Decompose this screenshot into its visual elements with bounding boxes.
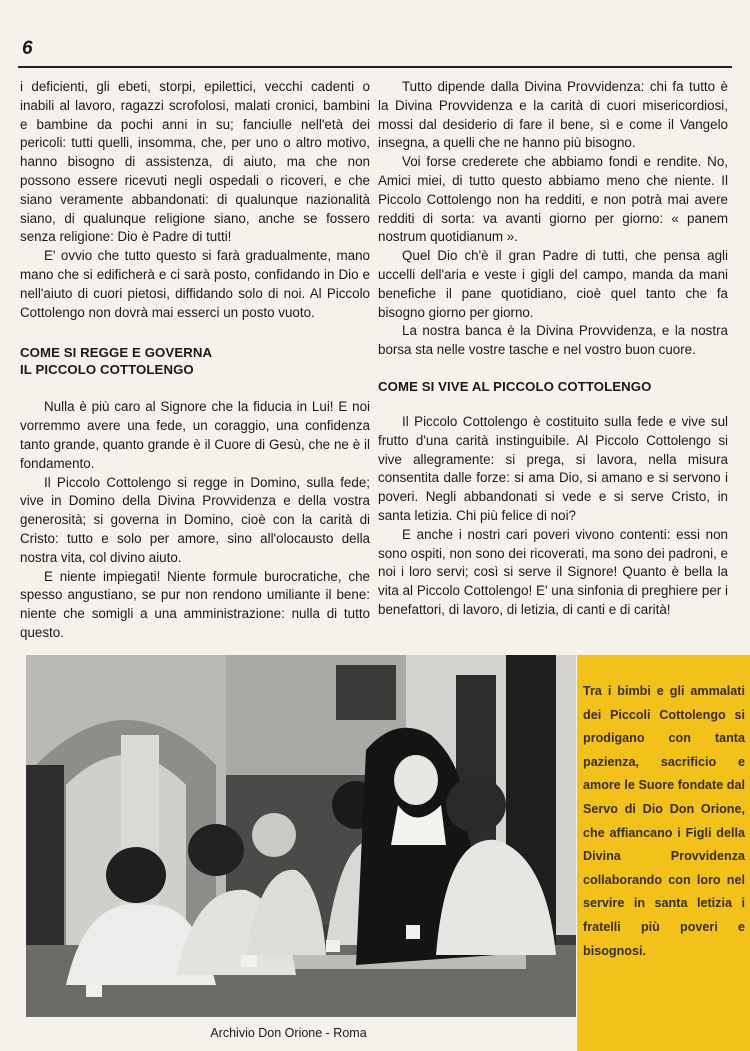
photo-nun-with-children [26, 655, 576, 1017]
paragraph: Tutto dipende dalla Divina Provvidenza: chi fa tutto è la Divina Provvidenza e la carità di cuori misericordiosi, mossi dal desiderio di fare il bene, sì e come il Vangelo insegna, a quelli che ne hanno più bisogno. [378, 79, 728, 151]
page-number: 6 [22, 38, 33, 59]
paragraph: Nulla è più caro al Signore che la fiducia in Lui! E noi vorremmo avere una fede, un coraggio, una confidenza tanto grande, quanto grande è il Cuore di Gesù, che ne è il fondamento. [20, 399, 370, 471]
section-heading-governance [20, 344, 370, 378]
archive-footer: Archivio Don Orione - Roma [210, 1026, 367, 1040]
paragraph: i deficienti, gli ebeti, storpi, epilettici, vecchi cadenti o inabili al lavoro, ragazzi scrofolosi, malati cronici, bambini e bambine da pochi anni in su; fanciulle nell'età dei pericoli: tutti quelli, insomma, che, per uno o altro motivo, hanno bisogno di assistenza, di aiuto, ma che non possono essere ricevuti negli ospedali o ricoveri, e che siano veramente abbandonati: di qualunque nazionalità siano, di qualunque religione siano, anche se fossero senza religione: Dio è Padre di tutti! [20, 79, 370, 245]
paragraph: Quel Dio ch'è il gran Padre di tutti, che pensa agli uccelli dell'aria e veste i gigli del campo, manda da mani benefiche il pane quotidiano, cioè quel tanto che fa bisogno giorno per giorno. [378, 248, 728, 320]
paragraph: E anche i nostri cari poveri vivono contenti: essi non sono ospiti, non sono dei ricoverati, ma sono dei padroni, e noi i loro servi; così si serve il Signore! Quanto è bella la vita al Piccolo Cottolengo! E' una sinfonia di preghiere per i benefattori, di lavoro, di letizia, di canti e di carità! [378, 526, 728, 617]
heading-line: IL PICCOLO COTTOLENGO [20, 362, 194, 378]
paragraph: Il Piccolo Cottolengo si regge in Domino, sulla fede; vive in Domino della Divina Provvidenza e della vostra generosità; si governa in Domino, cioè con la carità di Cristo: tutto e solo per amore, sino all'olocausto della nostra vita, col divino aiuto. [20, 474, 370, 565]
heading-line: COME SI REGGE E GOVERNA [20, 345, 213, 361]
photo-caption: Tra i bimbi e gli ammalati dei Piccoli Cottolengo si prodigano con tanta pazienza, sacrificio e amore le Suore fondate dal Servo di Dio Don Orione, che affiancano i Figli della Divina Provvidenza collaborando con loro nel servire in santa letizia i fratelli più poveri e bisognosi. [583, 684, 745, 958]
paragraph: Voi forse crederete che abbiamo fondi e rendite. No, Amici miei, di tutto questo abbiamo meno che niente. Il Piccolo Cottolengo non ha redditi, e non potrà mai avere redditi di sorta: va avanti giorno per giorno: « panem nostrum quotidianum ». [378, 154, 728, 245]
section-heading-life: COME SI VIVE AL PICCOLO COTTOLENGO [378, 378, 652, 394]
paragraph: E' ovvio che tutto questo si farà gradualmente, mano mano che si edificherà e ci sarà posto, confidando in Dio e nell'aiuto di cuori pietosi, diffidando solo di noi. Al Piccolo Cottolengo non dovrà mai esserci un posto vuoto. [20, 248, 370, 320]
photo-illustration [26, 655, 576, 1017]
paragraph: Il Piccolo Cottolengo è costituito sulla fede e vive sul frutto d'una carità instinguibile. Al Piccolo Cottolengo si vive allegramente: si prega, si lavora, nella misura consentita dalle forze: si ama Dio, si amano e si servono i poveri. Negli abbandonati si vede e si serve Cristo, in santa letizia. Chi più felice di noi? [378, 413, 728, 523]
paragraph: La nostra banca è la Divina Provvidenza, e la nostra borsa sta nelle vostre tasche e nel vostro buon cuore. [378, 323, 728, 358]
right-column [378, 78, 728, 620]
paragraph: E niente impiegati! Niente formule burocratiche, che spesso angustiano, se pur non rendono umiliante il bene: niente che somigli a una amministrazione: nulla di tutto questo. [20, 568, 370, 640]
left-column [20, 78, 370, 643]
header-rule [18, 66, 732, 68]
